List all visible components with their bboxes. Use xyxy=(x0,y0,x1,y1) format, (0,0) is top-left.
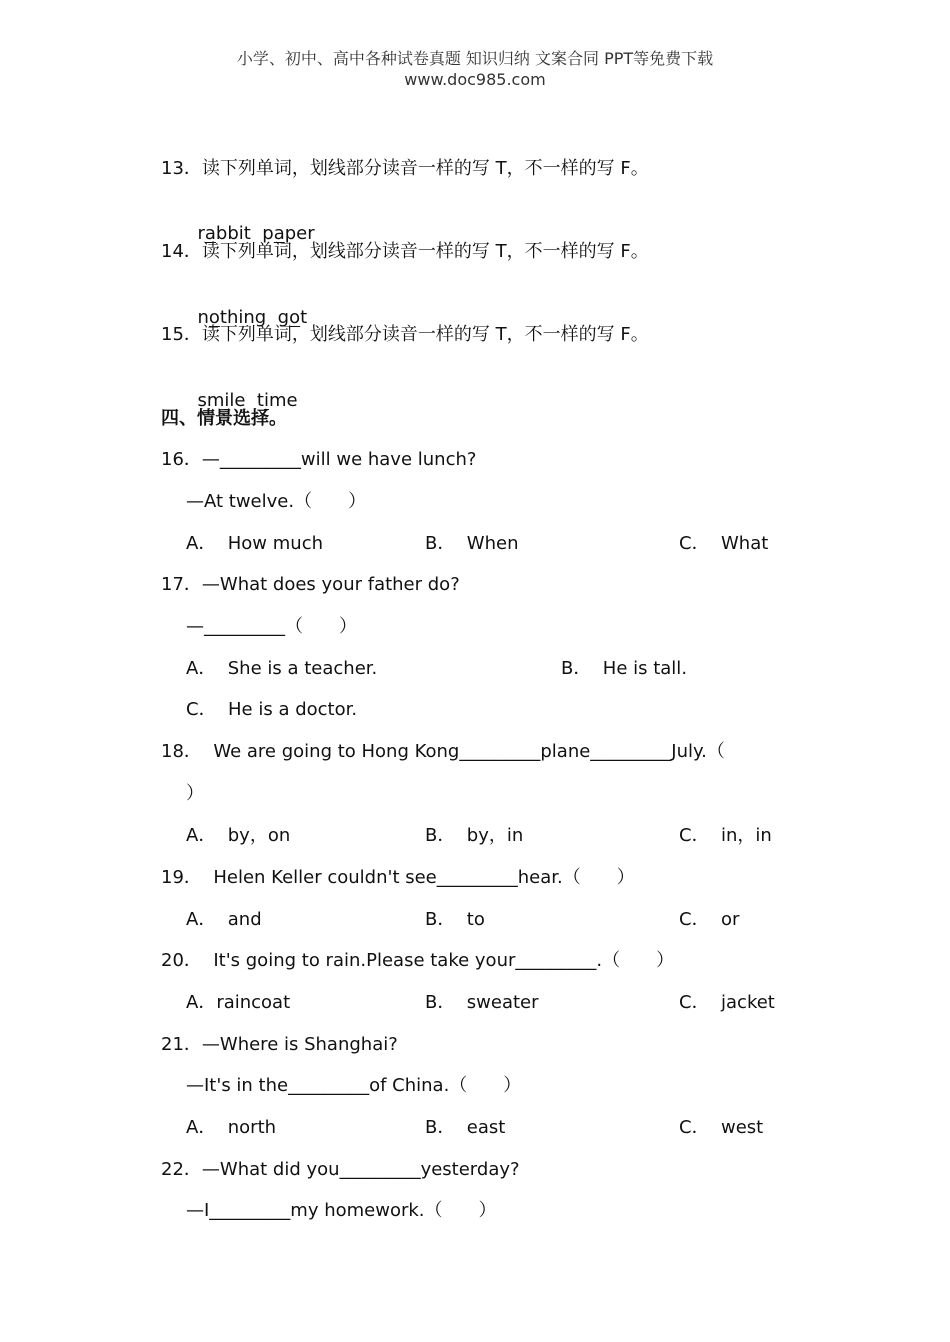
q19-option-c[interactable]: C． or xyxy=(679,909,740,930)
q14-stem: 14．读下列单词，划线部分读音一样的写 T，不一样的写 F。 xyxy=(161,241,649,262)
q20-option-c[interactable]: C． jacket xyxy=(679,992,775,1013)
q20-question: 20． It's going to rain.Please take your_________.（ ） xyxy=(161,950,675,971)
q17-option-a[interactable]: A． She is a teacher. xyxy=(186,658,378,679)
q15-word2: time xyxy=(256,390,298,411)
q18-option-b[interactable]: B． by，in xyxy=(425,825,524,846)
q21-question: 21．—Where is Shanghai? xyxy=(161,1034,398,1055)
q15-words xyxy=(186,365,298,413)
q21-option-c[interactable]: C． west xyxy=(679,1117,764,1138)
q17-question: 17．—What does your father do? xyxy=(161,574,460,595)
q19-option-a[interactable]: A． and xyxy=(186,909,262,930)
q21-answer-line: —It's in the_________of China.（ ） xyxy=(186,1075,522,1096)
q22-question: 22．—What did you_________yesterday? xyxy=(161,1159,520,1180)
q16-option-a[interactable]: A． How much xyxy=(186,533,323,554)
q16-answer-line: —At twelve.（ ） xyxy=(186,491,367,512)
q13-words xyxy=(186,198,315,246)
q18-option-a[interactable]: A． by，on xyxy=(186,825,291,846)
q16-option-c[interactable]: C． What xyxy=(679,533,769,554)
section-heading: 四、情景选择。 xyxy=(161,408,287,429)
q13-word1: rabbit xyxy=(197,223,251,244)
q21-option-b[interactable]: B． east xyxy=(425,1117,506,1138)
q15-word1: smile xyxy=(197,390,246,411)
q19-question: 19． Helen Keller couldn't see_________hear.（ ） xyxy=(161,867,635,888)
q18-bracket: ） xyxy=(186,783,204,804)
q21-option-a[interactable]: A． north xyxy=(186,1117,277,1138)
q16-option-b[interactable]: B． When xyxy=(425,533,519,554)
q20-option-b[interactable]: B． sweater xyxy=(425,992,539,1013)
q17-answer-line: —_________（ ） xyxy=(186,616,357,637)
q13-stem: 13．读下列单词，划线部分读音一样的写 T，不一样的写 F。 xyxy=(161,158,649,179)
q19-option-b[interactable]: B． to xyxy=(425,909,485,930)
q16-question: 16．—_________will we have lunch? xyxy=(161,449,477,470)
q14-word2: got xyxy=(277,307,308,328)
header-title: 小学、初中、高中各种试卷真题 知识归纳 文案合同 PPT等免费下载 xyxy=(236,49,714,68)
q14-word1: nothing xyxy=(197,307,267,328)
q13-word2: paper xyxy=(262,223,315,244)
q22-answer-line: —I_________my homework.（ ） xyxy=(186,1200,497,1221)
q18-question: 18． We are going to Hong Kong_________plane_________July.（ xyxy=(161,741,725,762)
q18-option-c[interactable]: C． in，in xyxy=(679,825,772,846)
header-url[interactable]: www.doc985.com xyxy=(404,70,546,89)
q17-option-c[interactable]: C． He is a doctor. xyxy=(186,699,358,720)
q15-stem: 15．读下列单词，划线部分读音一样的写 T，不一样的写 F。 xyxy=(161,324,649,345)
q20-option-a[interactable]: A．raincoat xyxy=(186,992,291,1013)
q17-option-b[interactable]: B． He is tall. xyxy=(561,658,688,679)
